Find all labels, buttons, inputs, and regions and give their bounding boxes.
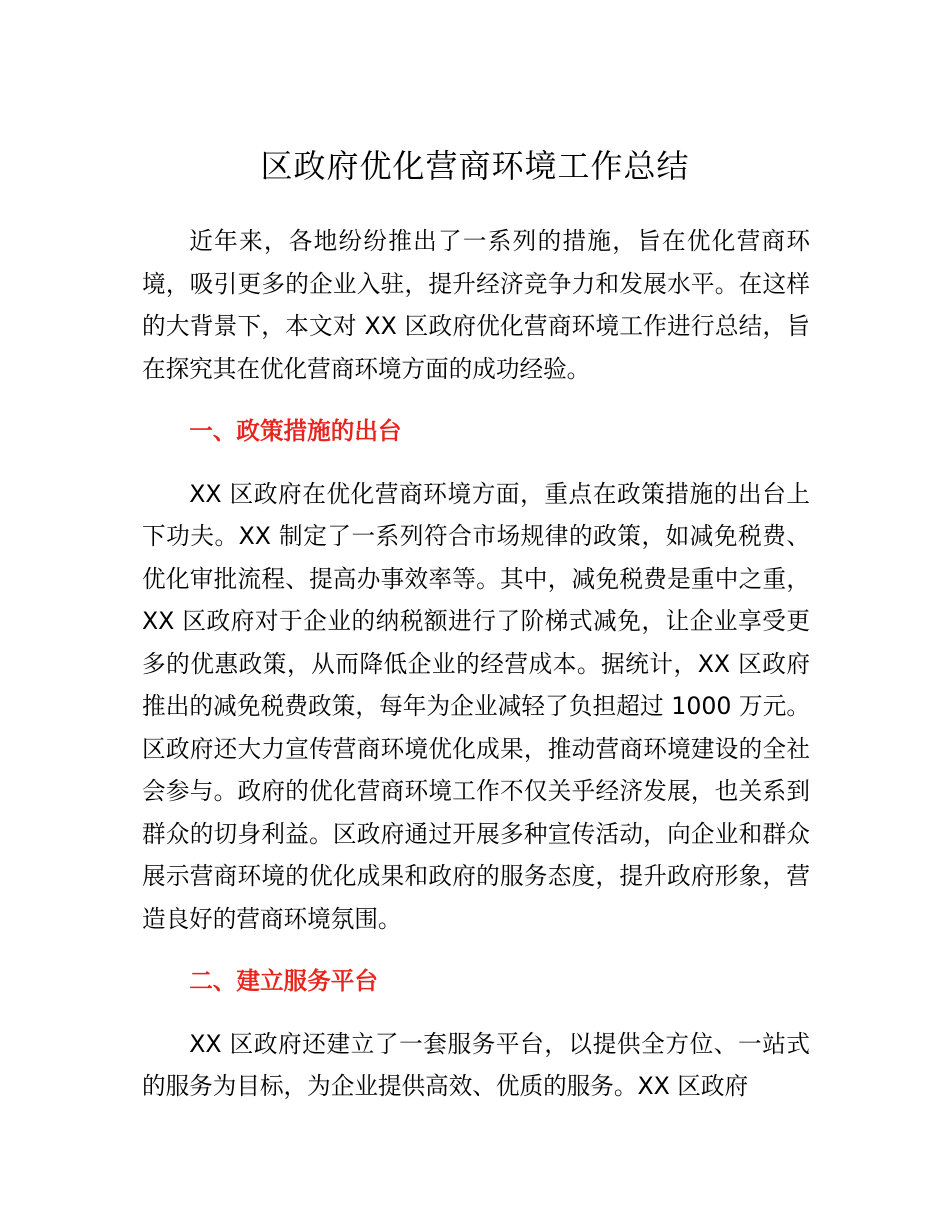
section-heading-service-platform: 二、建立服务平台	[189, 967, 378, 995]
section-body-policy: XX 区政府在优化营商环境方面，重点在政策措施的出台上下功夫。XX 制定了一系列符合市场规律的政策，如减免税费、优化审批流程、提高办事效率等。其中，减免税费是重中之重，XX 区政府对于企业的纳税额进行了阶梯式减免，让企业享受更多的优惠政策，从而降低企业的经营成本。据统计，XX 区政府推出的减免税费政策，每年为企业减轻了负担超过 1000 万元。区政府还大力宣传营商环境优化成果，推动营商环境建设的全社会参与。政府的优化营商环境工作不仅关乎经济发展，也关系到群众的切身利益。区政府通过开展多种宣传活动，向企业和群众展示营商环境的优化成果和政府的服务态度，提升政府形象，营造良好的营商环境氛围。	[142, 479, 810, 933]
intro-paragraph: 近年来，各地纷纷推出了一系列的措施，旨在优化营商环境，吸引更多的企业入驻，提升经济竞争力和发展水平。在这样的大背景下，本文对 XX 区政府优化营商环境工作进行总结，旨在探究其在优化营商环境方面的成功经验。	[142, 227, 810, 383]
section-body-service-platform: XX 区政府还建立了一套服务平台，以提供全方位、一站式的服务为目标，为企业提供高效、优质的服务。XX 区政府	[142, 1029, 810, 1100]
document-title: 区政府优化营商环境工作总结	[260, 147, 690, 185]
section-heading-policy: 一、政策措施的出台	[189, 417, 402, 445]
document-body	[142, 220, 810, 1108]
